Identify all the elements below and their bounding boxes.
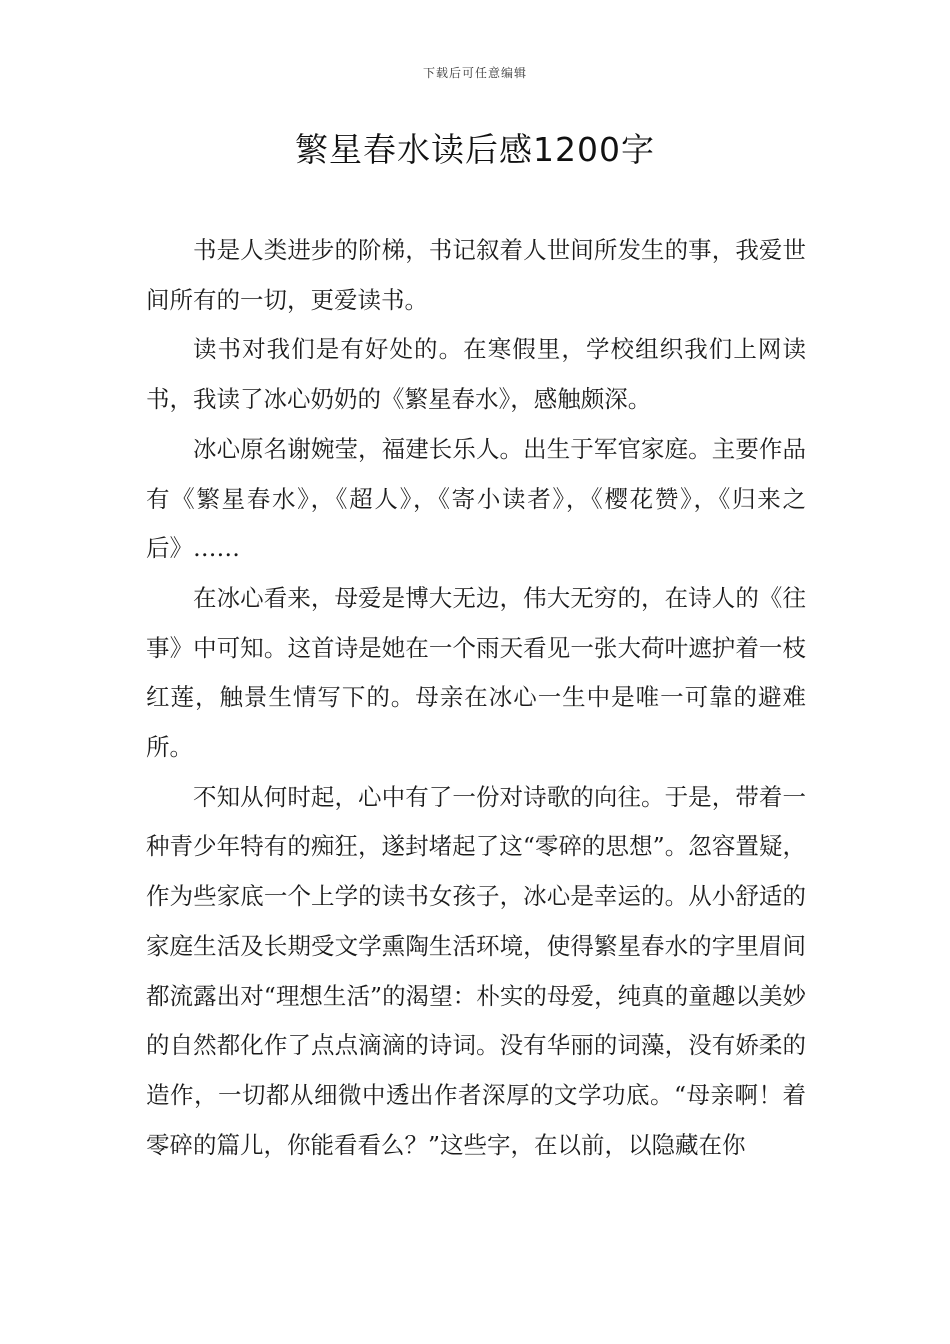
paragraph: 不知从何时起，心中有了一份对诗歌的向往。于是，带着一种青少年特有的痴狂，遂封堵起了这“零碎的思想”。忽容置疑，作为些家底一个上学的读书女孩子，冰心是幸运的。从小舒适的家庭生活及长期受文学熏陶生活环境，使得繁星春水的字里眉间都流露出对“理想生活”的渴望：朴实的母爱，纯真的童趣以美妙的自然都化作了点点滴滴的诗词。没有华丽的词藻，没有娇柔的造作，一切都从细微中透出作者深厚的文学功底。“母亲啊！着零碎的篇儿，你能看看么？”这些字，在以前，以隐藏在你 (146, 782, 806, 1159)
paragraph: 冰心原名谢婉莹，福建长乐人。出生于军官家庭。主要作品有《繁星春水》，《超人》，《寄小读者》，《樱花赞》，《归来之后》…… (146, 434, 806, 563)
document-body (146, 226, 806, 1170)
document-title: 繁星春水读后感1200字 (295, 130, 655, 169)
paragraph: 书是人类进步的阶梯，书记叙着人世间所发生的事，我爱世间所有的一切，更爱读书。 (146, 236, 806, 314)
paragraph: 读书对我们是有好处的。在寒假里，学校组织我们上网读书，我读了冰心奶奶的《繁星春水》，感触颇深。 (146, 335, 806, 414)
paragraph: 在冰心看来，母爱是博大无边，伟大无穷的，在诗人的《往事》中可知。这首诗是她在一个雨天看见一张大荷叶遮护着一枝红莲，触景生情写下的。母亲在冰心一生中是唯一可靠的避难所。 (146, 583, 806, 762)
header-note: 下载后可任意编辑 (422, 66, 527, 80)
